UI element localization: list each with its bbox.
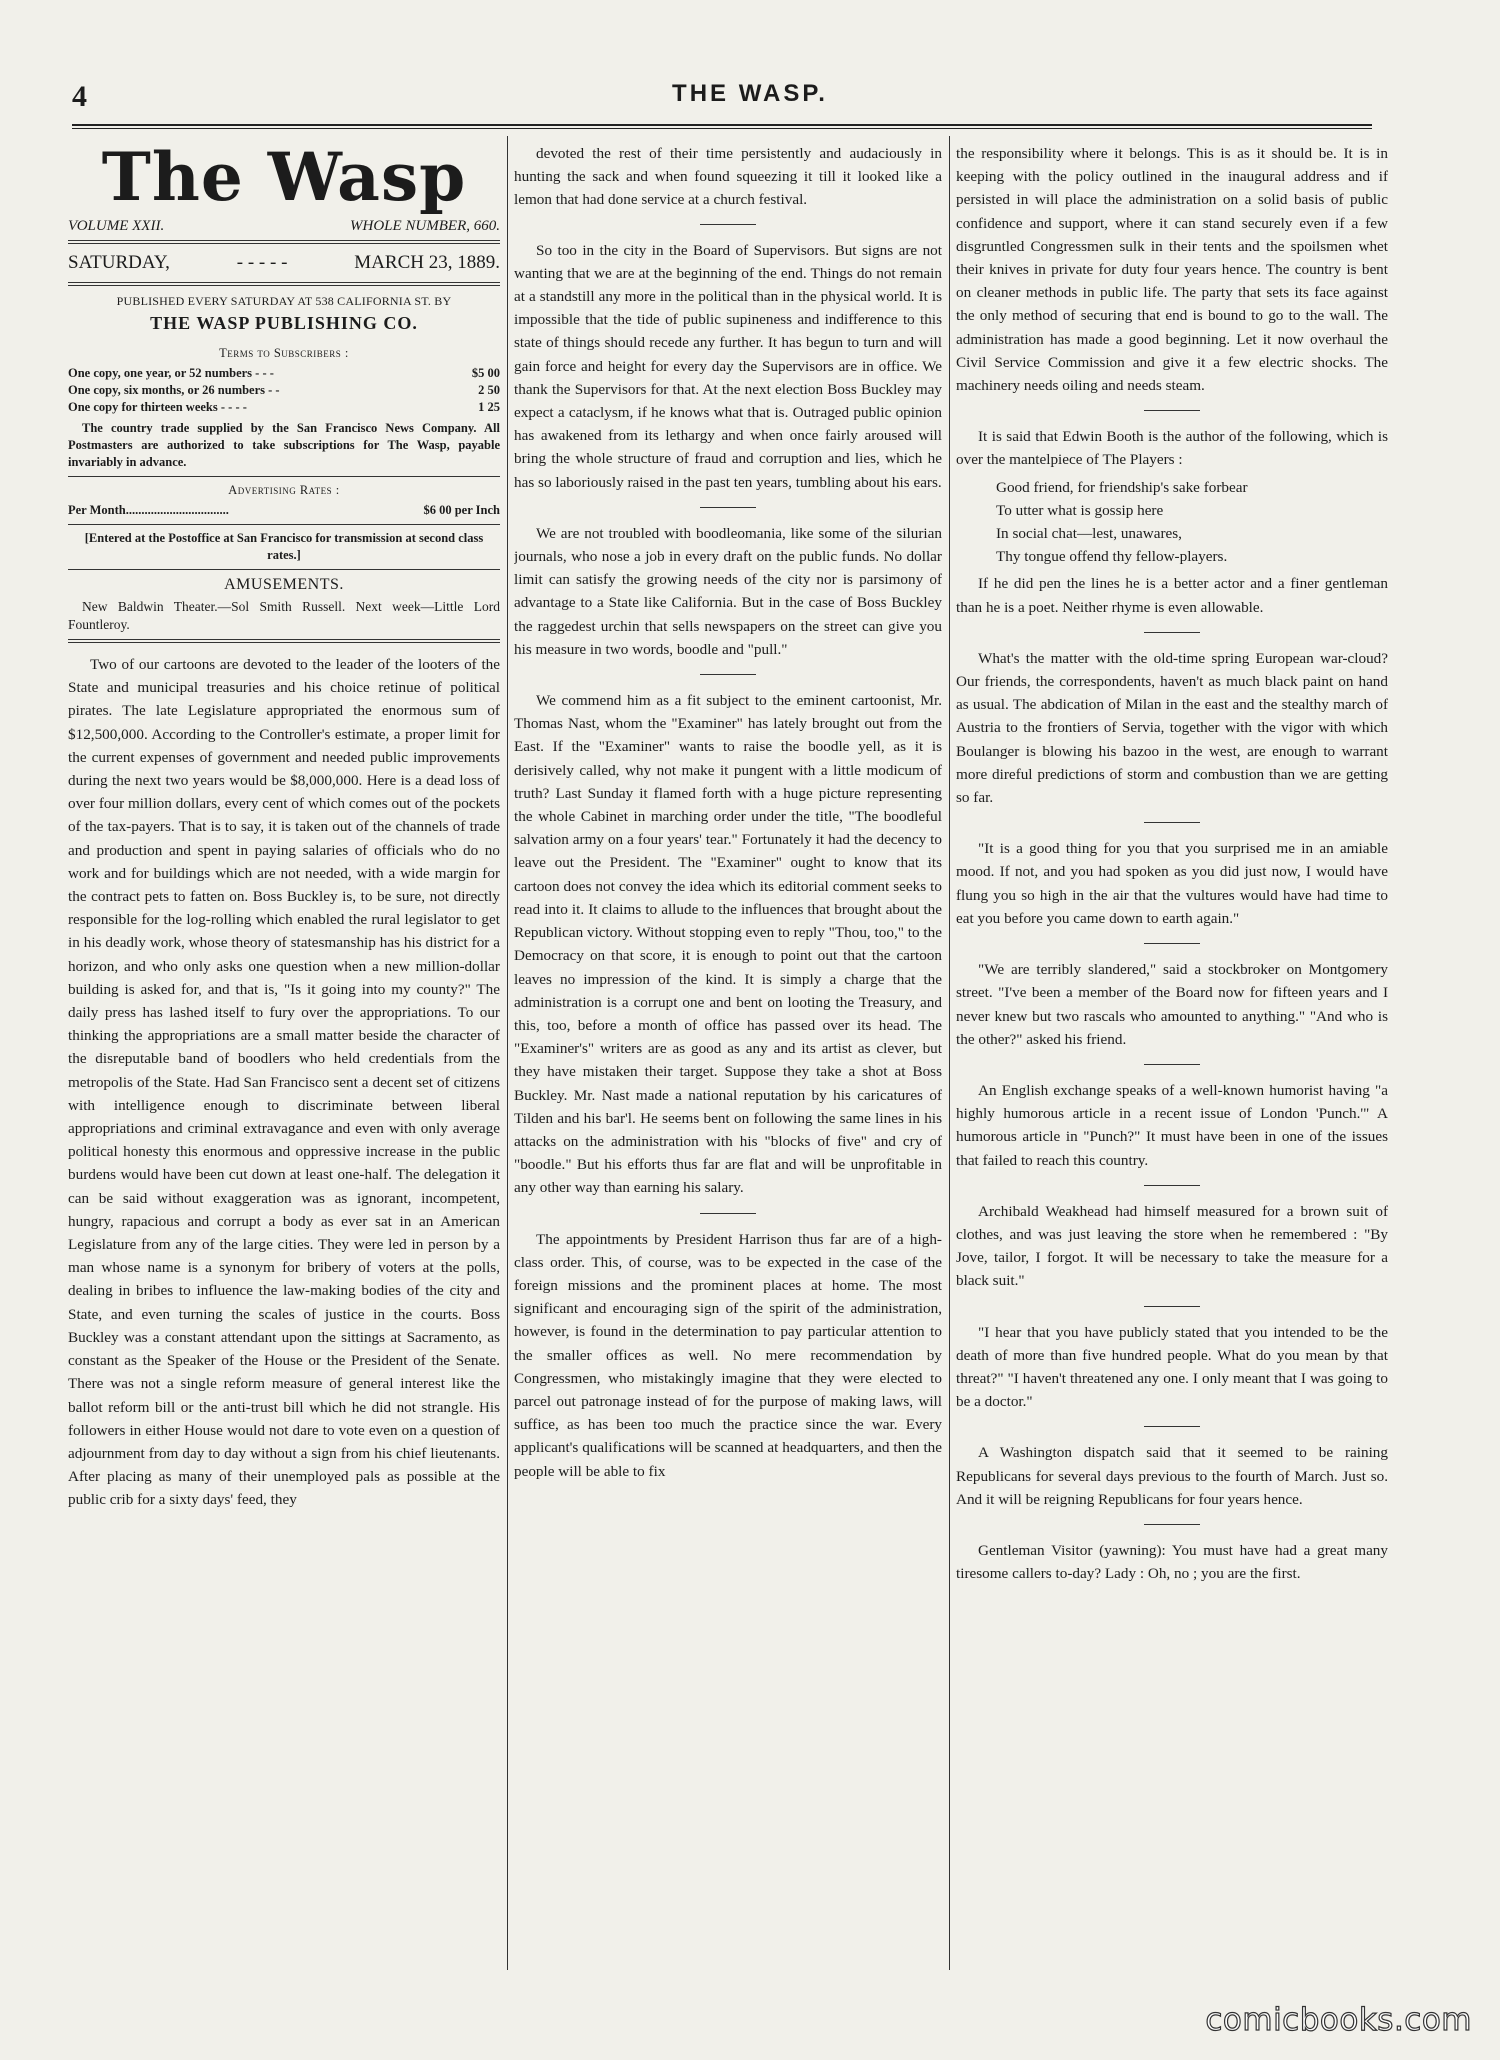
whole-number-label: WHOLE NUMBER, 660. — [350, 218, 500, 234]
article-separator — [1144, 1524, 1200, 1525]
article-paragraph: It is said that Edwin Booth is the author of the following, which is over the mantelpiece of The Players : — [956, 428, 1388, 469]
date-dashes: - - - - - — [236, 252, 288, 273]
volume-label: VOLUME XXII. — [68, 218, 165, 234]
article-separator — [1144, 1306, 1200, 1307]
article-paragraph: "We are terribly slandered," said a stockbroker on Montgomery street. "I've been a member of the Board now for fifteen years and I never knew but two rascals who amounted to anything." "And who is the other?" asked his friend. — [956, 961, 1388, 1048]
article-paragraph: We are not troubled with boodleomania, like some of the silurian journals, who nose a job in every draft on the public funds. No dollar limit can satisfy the growing needs of the city nor is parsimony of advantage to a State like California. But in the case of Boss Buckley the raggedest urchin that sells newspapers on the street can give you his measure in two words, boodle and "pull." — [514, 524, 942, 658]
site-watermark: comicbooks.com — [1205, 2002, 1472, 2038]
article-paragraph: An English exchange speaks of a well-known humorist having "a highly humorous article in a recent issue of London 'Punch.'" A humorous article in "Punch?" It must have been in one of the issues that failed to reach this country. — [956, 1081, 1388, 1169]
advertising-heading: Advertising Rates : — [228, 483, 340, 497]
terms-list — [68, 365, 500, 416]
page-number: 4 — [72, 80, 87, 113]
article-paragraph: What's the matter with the old-time spring European war-cloud? Our friends, the correspondents, haven't as much black paint on hand as usual. The abdication of Milan in the east and the stealthy march of Austria to the frontiers of Servia, together with the vigor with which Boulanger is blowing his bazoo in the west, are enough to warrant more direful predictions of storm and combustion than we are getting so far. — [956, 649, 1388, 807]
poem-line: In social chat—lest, unawares, — [996, 525, 1182, 543]
article-separator — [1144, 822, 1200, 823]
lead-paragraph: Two of our cartoons are devoted to the leader of the looters of the State and municipal treasuries and his choice retinue of political pirates. The late Legislature appropriated the enormous sum of $12,500,000. According to the Controller's estimate, a proper limit for the current expenses of government and needed public improvements during the next two years would be $8,000,000. Here is a dead loss of over four million dollars, every cent of which comes out of the pockets of the tax-payers. That is to say, it is taken out of the channels of trade and production and spent in paying salaries of officials who do no work and for buildings which are not needed, with a wide margin for the contract pets to fatten on. Boss Buckley is, to be sure, not directly responsible for the log-rolling which enabled the rural legislator to get in his deadly work, whose theory of statesmanship has his district for a horizon, and who only asks one question when a new million-dollar building is asked for, and that is, "Is it going into my county?" The daily press has lashed itself to fury over the appropriations. To our thinking the appropriations are a small matter beside the character of the disreputable band of boodlers who held credentials from the metropolis of the State. Had San Francisco sent a decent set of citizens with intelligence enough to discriminate between liberal appropriations and criminal extravagance and even with only average political honesty this enormous and oppressive increase in the public burdens would have been cut down at least one-half. The delegation it can be said without exaggeration was as ignorant, incompetent, hungry, rapacious and corrupt a body as ever sat in an American Legislature from any of the large cities. They were led in person by a man whose name is a synonym for bribery of voters at the polls, dealing in bribes to influence the law-making bodies of the city and State, and even turning the scales of justice in the courts. Boss Buckley was a constant attendant upon the sittings at Sacramento, as constant as the Speaker of the House or the President of the Senate. There was not a single reform measure of general interest like the ballot reform bill or the anti-trust bill which he did not strangle. His followers in either House would not dare to vote even on a question of adjournment from day to day without a sign from his chief lieutenants. After placing as many of their unemployed pals as possible at the public crib for a sixty days' feed, they — [68, 656, 500, 1509]
article-paragraph: Archibald Weakhead had himself measured for a brown suit of clothes, and was just leaving the store when he remembered : "By Jove, tailor, I forgot. It will be necessary to take the measure for a black suit." — [956, 1202, 1388, 1290]
article-paragraph: "It is a good thing for you that you surprised me in an amiable mood. If not, and you had spoken as you did just now, I would have flung you so high in the air that the vultures would have had time to eat you before you came down to earth again." — [956, 840, 1388, 927]
terms-label: One copy, six months, or 26 numbers - - — [68, 383, 280, 397]
article-separator — [1144, 1064, 1200, 1065]
date-line — [68, 249, 500, 277]
amusements-text: New Baldwin Theater.—Sol Smith Russell. Next week—Little Lord Fountleroy. — [68, 599, 500, 632]
poem-line: Good friend, for friendship's sake forbear — [996, 478, 1248, 496]
terms-price: $5 00 — [471, 366, 500, 380]
lead-editorial — [68, 653, 500, 1512]
terms-label: One copy, one year, or 52 numbers - - - — [68, 366, 274, 380]
entered-note: [Entered at the Postoffice at San Francisco for transmission at second class rates.] — [84, 531, 484, 562]
advertising-row — [68, 502, 500, 519]
terms-row — [68, 365, 500, 382]
poem-line: Thy tongue offend thy fellow-players. — [996, 548, 1228, 566]
column-rule-1 — [507, 136, 508, 1970]
terms-row — [68, 399, 500, 416]
date-rule — [68, 282, 500, 286]
publisher-name: THE WASP PUBLISHING CO. — [150, 313, 418, 333]
article-separator — [700, 507, 756, 508]
article-paragraph: Gentleman Visitor (yawning): You must have had a great many tiresome callers to-day? Lady : Oh, no ; you are the first. — [956, 1541, 1388, 1583]
column-2 — [514, 142, 942, 1972]
poem-line: To utter what is gossip here — [996, 501, 1164, 519]
terms-heading: Terms to Subscribers : — [219, 346, 349, 360]
article-separator — [1144, 943, 1200, 944]
ad-rule-top — [68, 476, 500, 477]
volume-line — [68, 218, 500, 235]
amusements-rule-top — [68, 569, 500, 570]
column-rule-2 — [949, 136, 950, 1970]
column-1 — [68, 142, 500, 1972]
running-title: THE WASP. — [672, 80, 828, 107]
header-rule — [72, 124, 1372, 129]
issue-day: SATURDAY, — [68, 252, 170, 273]
terms-price: 1 25 — [478, 400, 500, 414]
amusements-heading: AMUSEMENTS. — [224, 576, 344, 593]
advertising-price: $6 00 per Inch — [423, 503, 500, 517]
article-paragraph: devoted the rest of their time persistently and audaciously in hunting the sack and when found squeezing it till it looked like a lemon that had done service at a church festival. — [514, 145, 942, 209]
article-separator — [1144, 1426, 1200, 1427]
column-3 — [956, 142, 1388, 1972]
article-paragraph: "I hear that you have publicly stated that you intended to be the death of more than five hundred people. What do you mean by that threat?" "I haven't threatened any one. I only meant that I was going to be a doctor." — [956, 1323, 1388, 1411]
article-separator — [700, 224, 756, 225]
article-paragraph: If he did pen the lines he is a better actor and a finer gentleman than he is a poet. Neither rhyme is even allowable. — [956, 575, 1388, 616]
article-separator — [1144, 1185, 1200, 1186]
article-separator — [1144, 632, 1200, 633]
article-paragraph: So too in the city in the Board of Supervisors. But signs are not wanting that we are at the beginning of the end. Things do not remain at a standstill any more in the political than in the physical world. It is impossible that the tide of public supineness and indifference to this state of things should recede any further. It has begun to turn and will gain force and height for every day the Supervisors are in office. We thank the Supervisors for that. At the next election Boss Buckley may expect a cataclysm, if he knows what that is. Outraged public opinion has awakened from its lethargy and when once fairly aroused will bring the whole structure of fraud and corruption and lies, which he has so laboriously raised in the past ten years, tumbling about his ears. — [514, 241, 942, 491]
ad-rule-bottom — [68, 524, 500, 525]
masthead-logo: The Wasp — [101, 142, 467, 216]
article-separator — [700, 1213, 756, 1214]
terms-price: 2 50 — [478, 383, 500, 397]
terms-label: One copy for thirteen weeks - - - - — [68, 400, 247, 414]
article-paragraph: We commend him as a fit subject to the eminent cartoonist, Mr. Thomas Nast, whom the "Examiner" has lately brought out from the East. If the "Examiner" wants to raise the boodle yell, as it is derisively called, why not make it pungent with a little modicum of truth? Last Sunday it flamed forth with a huge picture representing the whole Cabinet in marching order under the title, "The boodleful salvation army on a four years' tear." Fortunately it had the decency to leave out the President. The "Examiner" ought to know that its cartoon does not convey the idea which its editorial comment seeks to read into it. It claims to allude to the influences that brought about the Republican victory. Without stopping even to reply "Thou, too," to the Democracy on that score, it is enough to point out that the cartoon leaves no impression of the kind. It is simply a charge that the administration is a corrupt one and bent on looting the Treasury, and this, too, before a month of office has passed over its head. The "Examiner's" writers are as good as any and its artist as clever, but they have mistaken their target. Suppose they take a shot at Boss Buckley. Mr. Nast made a national reputation by his caricatures of Tilden and his bar'l. He seems bent on following the same lines in his attacks on the administration with his "blocks of five" and cry of "boodle." But his efforts thus far are flat and will be unprofitable in any other way than earning his salary. — [514, 692, 942, 1197]
issue-date: MARCH 23, 1889. — [354, 252, 500, 273]
advertising-label: Per Month................................. — [68, 503, 229, 517]
amusements-rule-bottom — [68, 639, 500, 643]
booth-poem — [996, 476, 1388, 569]
article-paragraph: The appointments by President Harrison thus far are of a high-class order. This, of course, was to be expected in the case of the foreign missions and the prominent places at home. The most significant and encouraging sign of the spirit of the administration, however, is found in the determination to pay particular attention to the smaller offices as well. No mere recommendation by Congressmen, who mistakingly imagine that they were elected to parcel out patronage instead of for the purpose of making laws, will suffice, as has been too much the practice since the war. Every applicant's qualifications will be scanned at headquarters, and then the people will be able to fix — [514, 1230, 942, 1480]
article-separator — [1144, 410, 1200, 411]
trade-note: The country trade supplied by the San Francisco News Company. All Postmasters are authorized to take subscriptions for The Wasp, payable invariably in advance. — [68, 421, 500, 469]
masthead-rule — [68, 240, 500, 244]
terms-row — [68, 382, 500, 399]
article-paragraph: A Washington dispatch said that it seemed to be raining Republicans for several days previous to the fourth of March. Just so. And it will be reigning Republicans for four years hence. — [956, 1444, 1388, 1508]
article-paragraph: the responsibility where it belongs. This is as it should be. It is in keeping with the policy outlined in the inaugural address and if persisted in will place the administration on a solid basis of public confidence and support, where it can stand securely even if a few disgruntled Congressmen sulk in their tents and the spoilsmen whet their knives in private for duty four years hence. The country is bent on cleaner methods in public life. The party that sets its face against the only method of securing that end is bound to go to the wall. The administration has made a good beginning. Let it now overhaul the Civil Service Commission and give it a few electric shocks. The machinery needs oiling and needs steam. — [956, 145, 1388, 395]
published-line: PUBLISHED EVERY SATURDAY AT 538 CALIFORNIA ST. BY — [116, 294, 452, 308]
article-separator — [700, 674, 756, 675]
